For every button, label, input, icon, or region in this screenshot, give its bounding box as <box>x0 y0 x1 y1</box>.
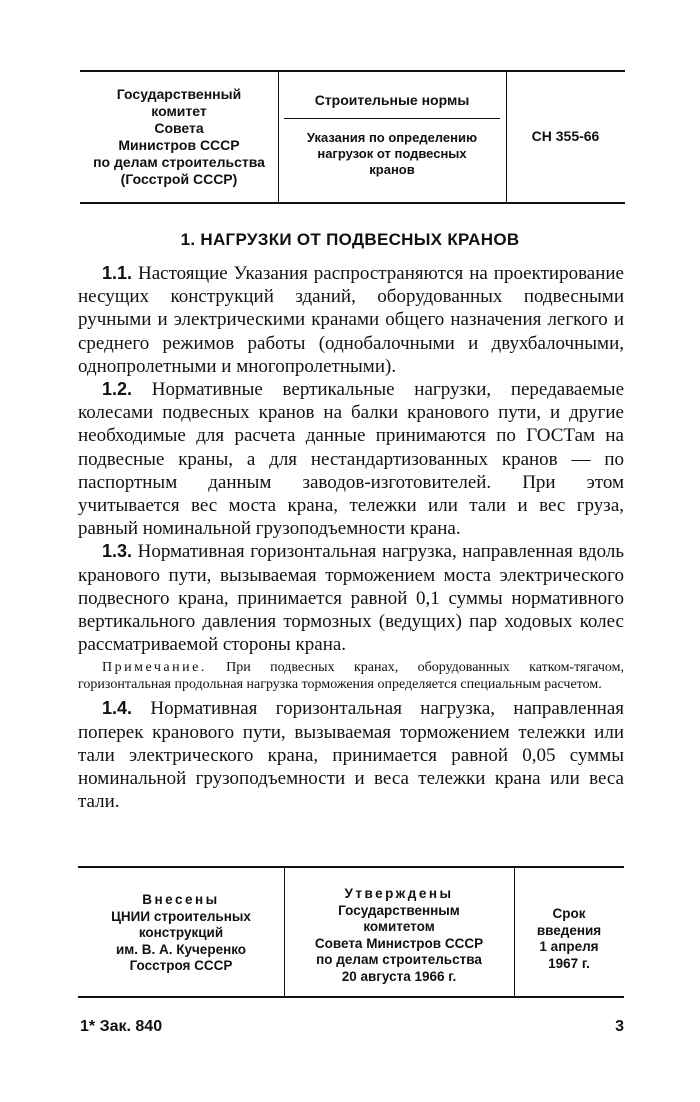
paragraph-text: Нормативные вертикальные нагрузки, передаваемые колесами подвесных кранов на балки кранового пути, и другие необходимые для расчета данные принимаются по ГОСТам на подвесные краны, а для нестандартизованных кранов — по паспортным данным заводов-изготовителей. При этом учитывается вес моста крана, тележки или тали и вес груза, равный номинальной грузоподъемности крана. <box>78 379 625 540</box>
doc-type: Строительные нормы <box>314 92 470 108</box>
paragraph-number: 1.3. <box>102 541 133 562</box>
note-text: При подвесных кранах, оборудованных катком-тягачом, горизонтальная продольная нагрузка торможения определяется специальным расчетом. <box>78 660 624 692</box>
approved-line: комитетом <box>363 919 435 934</box>
authority-line: (Госстрой СССР) <box>120 171 238 187</box>
effective-label: введения <box>536 922 602 938</box>
effective-label: Срок <box>552 906 586 921</box>
approved-label: Утверждены <box>344 886 454 901</box>
authority-line: комитет <box>151 103 207 119</box>
doc-title-line: кранов <box>369 162 415 177</box>
body-text <box>78 262 624 813</box>
note <box>78 660 624 693</box>
doc-title-line: Указания по определению <box>306 130 478 145</box>
paragraph <box>78 540 624 656</box>
paragraph <box>78 697 624 813</box>
paragraph-text: Настоящие Указания распространяются на проектирование несущих конструкций зданий, оборудованных подвесными ручными и электрическими кранами общего назначения легкого и среднего режимов работы (однобалочными и двухбалочными, однопролетными и многопролетными). <box>78 263 624 377</box>
approved-line: Совета Министров СССР <box>314 935 484 951</box>
page-number: 3 <box>615 1018 624 1035</box>
approved-cell <box>284 868 515 996</box>
divider <box>284 118 500 119</box>
effective-cell <box>514 868 624 996</box>
approval-table <box>78 866 624 998</box>
code-cell <box>506 72 625 202</box>
introduced-line: Госстроя СССР <box>129 958 233 973</box>
doc-title-line: нагрузок от подвесных <box>317 146 467 161</box>
authority-line: Министров СССР <box>118 137 240 153</box>
authority-cell <box>80 72 279 202</box>
section-title: 1. НАГРУЗКИ ОТ ПОДВЕСНЫХ КРАНОВ <box>180 230 520 249</box>
introduced-label: Внесены <box>142 892 220 907</box>
note-label: Примечание. <box>102 660 207 676</box>
paragraph-number: 1.2. <box>102 379 133 400</box>
approved-line: Государственным <box>338 902 460 918</box>
approved-line: 20 августа 1966 г. <box>341 968 457 984</box>
effective-date: 1967 г. <box>548 955 590 971</box>
doc-title-cell <box>278 72 507 202</box>
paragraph <box>78 378 624 540</box>
paragraph-text: Нормативная горизонтальная нагрузка, направленная вдоль кранового пути, вызываемая торможением моста электрического подвесного крана, принимается равной 0,1 суммы нормативного вертикального давления тормозных (ведущих) пар ходовых колес рассматриваемой стороны крана. <box>78 541 624 656</box>
header-table <box>80 70 625 204</box>
doc-code: СН 355-66 <box>531 128 600 144</box>
paragraph <box>78 262 624 378</box>
approved-line: по делам строительства <box>316 952 482 967</box>
effective-date: 1 апреля <box>539 939 599 954</box>
authority-line: Государственный <box>116 86 242 102</box>
introduced-line: конструкций <box>138 925 224 940</box>
authority-line: Совета <box>154 120 204 136</box>
introduced-cell <box>78 868 285 996</box>
introduced-line: им. В. А. Кучеренко <box>115 941 247 957</box>
paragraph-text: Нормативная горизонтальная нагрузка, направленная поперек кранового пути, вызываемая торможением тележки или тали электрического крана, принимается равной 0,05 суммы номинальной грузоподъемности и веса тележки крана или веса тали. <box>78 698 624 813</box>
authority-line: по делам строительства <box>93 154 265 170</box>
order-number: 1* Зак. 840 <box>80 1018 163 1035</box>
paragraph-number: 1.1. <box>102 263 133 283</box>
introduced-line: ЦНИИ строительных <box>111 908 251 924</box>
paragraph-number: 1.4. <box>102 698 133 719</box>
